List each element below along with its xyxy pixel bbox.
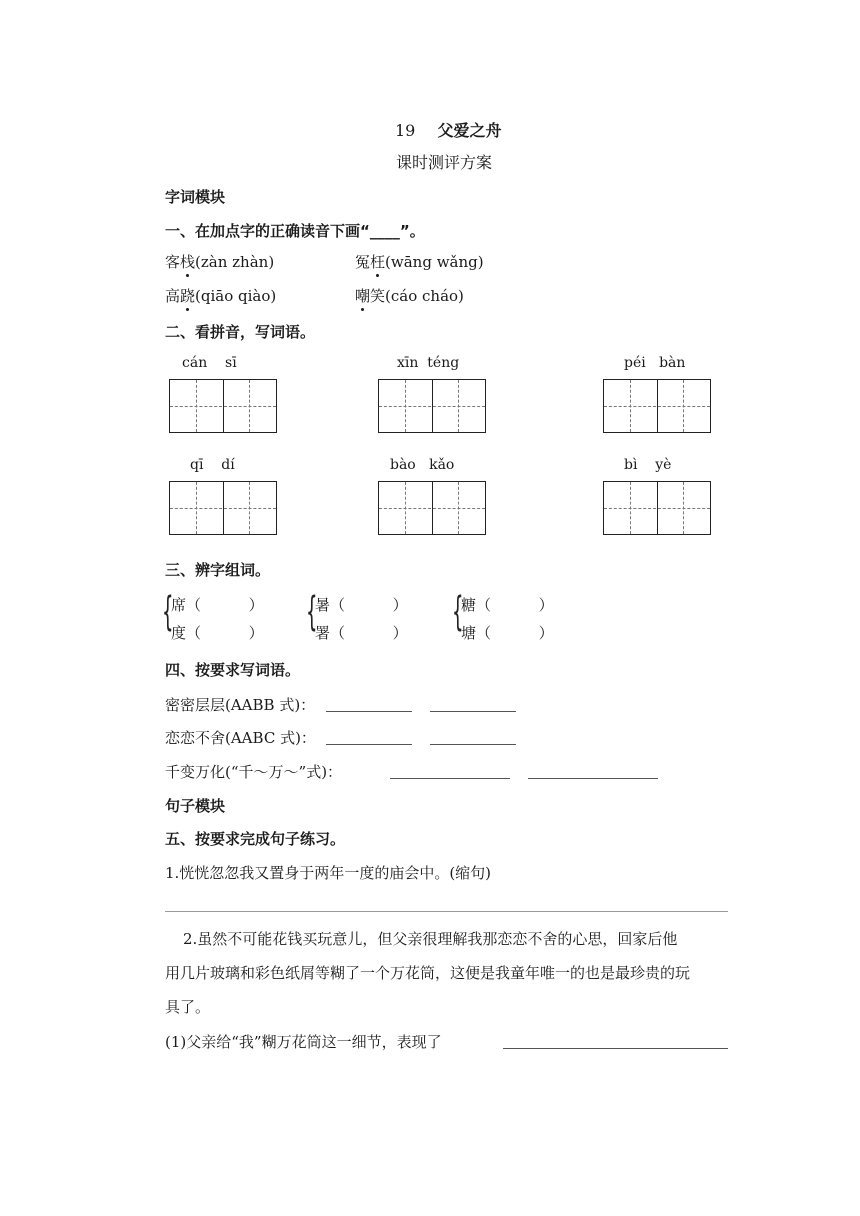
answer-line[interactable] bbox=[430, 711, 516, 712]
pinyin-label: péi bàn bbox=[624, 355, 686, 371]
writing-grid[interactable] bbox=[378, 379, 486, 433]
q1-heading: 一、在加点字的正确读音下画“____”。 bbox=[165, 222, 425, 240]
pinyin-label: bào kǎo bbox=[390, 457, 455, 473]
brace-icon: { bbox=[162, 589, 174, 635]
module-heading-sentences: 句子模块 bbox=[165, 797, 226, 815]
q3-heading: 三、辨字组词。 bbox=[165, 561, 271, 579]
page-subtitle: 课时测评方案 bbox=[396, 153, 493, 172]
brace-icon: { bbox=[452, 589, 464, 635]
q1-item: 冤枉(wāng wǎng) bbox=[355, 253, 484, 271]
q4-prompt: 千变万化(“千～万～”式)： bbox=[165, 763, 343, 781]
page-title bbox=[395, 118, 502, 141]
pinyin-options: (wāng wǎng) bbox=[385, 253, 484, 271]
char-group-item: 塘（ ） bbox=[461, 624, 554, 642]
lesson-title: 父爱之舟 bbox=[437, 121, 502, 140]
writing-grid[interactable] bbox=[603, 481, 711, 535]
q5-sentence-1: 1.恍恍忽忽我又置身于两年一度的庙会中。(缩句) bbox=[165, 864, 492, 882]
q5-passage-line: 用几片玻璃和彩色纸屑等糊了一个万花筒，这便是我童年唯一的也是最珍贵的玩 bbox=[165, 964, 691, 982]
pinyin-label: cán sī bbox=[182, 355, 237, 371]
pinyin-options: (qiāo qiào) bbox=[195, 287, 277, 305]
answer-line[interactable] bbox=[165, 911, 728, 912]
q2-heading: 二、看拼音，写词语。 bbox=[165, 323, 316, 341]
q5-passage-line: 2.虽然不可能花钱买玩意儿，但父亲很理解我那恋恋不舍的心思，回家后他 bbox=[183, 930, 678, 948]
answer-line[interactable] bbox=[390, 778, 510, 779]
dotted-char: 跷 bbox=[180, 287, 196, 305]
pinyin-label: xīn téng bbox=[397, 355, 460, 371]
q1-item: 嘲笑(cáo cháo) bbox=[355, 287, 464, 305]
q5-heading: 五、按要求完成句子练习。 bbox=[165, 830, 346, 848]
dotted-char: 枉 bbox=[370, 253, 386, 271]
dotted-char: 嘲 bbox=[355, 287, 371, 305]
q5-subquestion: (1)父亲给“我”糊万花筒这一细节，表现了 bbox=[165, 1033, 442, 1051]
q4-prompt: 密密层层(AABB 式)： bbox=[165, 696, 316, 714]
writing-grid[interactable] bbox=[603, 379, 711, 433]
writing-grid[interactable] bbox=[169, 481, 277, 535]
answer-line[interactable] bbox=[528, 778, 658, 779]
q1-item: 客栈(zàn zhàn) bbox=[165, 253, 275, 271]
answer-line[interactable] bbox=[326, 711, 412, 712]
pinyin-label: bì yè bbox=[624, 457, 672, 473]
writing-grid[interactable] bbox=[169, 379, 277, 433]
char-group-item: 度（ ） bbox=[171, 624, 264, 642]
q4-heading: 四、按要求写词语。 bbox=[165, 661, 301, 679]
writing-grid[interactable] bbox=[378, 481, 486, 535]
dotted-char: 栈 bbox=[180, 253, 196, 271]
char-group-item: 糖（ ） bbox=[461, 596, 554, 614]
module-heading-words: 字词模块 bbox=[165, 188, 226, 206]
brace-icon: { bbox=[306, 589, 318, 635]
lesson-number: 19 bbox=[395, 121, 416, 140]
pinyin-label: qī dí bbox=[190, 457, 235, 473]
answer-line[interactable] bbox=[430, 744, 516, 745]
answer-line[interactable] bbox=[503, 1048, 728, 1049]
q1-item: 高跷(qiāo qiào) bbox=[165, 287, 277, 305]
answer-line[interactable] bbox=[326, 744, 412, 745]
q4-prompt: 恋恋不舍(AABC 式)： bbox=[165, 729, 316, 747]
char-group-item: 署（ ） bbox=[315, 624, 408, 642]
char-group-item: 暑（ ） bbox=[315, 596, 408, 614]
q5-passage-line: 具了。 bbox=[165, 998, 211, 1016]
char-group-item: 席（ ） bbox=[171, 596, 264, 614]
pinyin-options: (cáo cháo) bbox=[385, 287, 464, 305]
pinyin-options: (zàn zhàn) bbox=[195, 253, 275, 271]
